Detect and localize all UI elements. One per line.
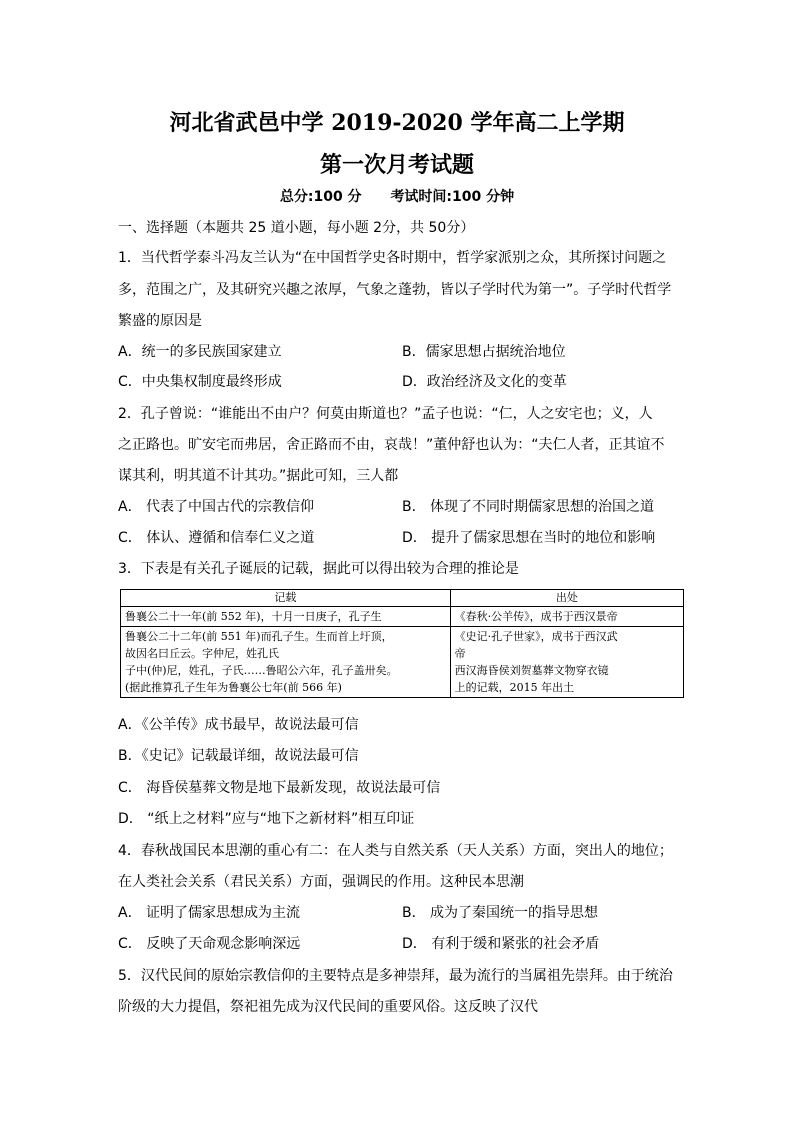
question-2-option-a: A． 代表了中国古代的宗教信仰 — [118, 499, 315, 515]
question-1-line: 繁盛的原因是 — [118, 313, 202, 329]
total-score: 总分:100 分 — [279, 189, 362, 205]
exam-meta — [0, 186, 794, 206]
exam-time: 考试时间:100 分钟 — [390, 189, 515, 205]
question-1-option-d: D．政治经济及文化的变革 — [402, 374, 567, 390]
table-header-source: 出处 — [450, 590, 683, 607]
record-cell: 鲁襄公二十一年(前 552 年)，十月一日庚子，孔子生 — [121, 607, 451, 627]
question-5-line: 阶级的大力提倡，祭祀祖先成为汉代民间的重要风俗。这反映了汉代 — [118, 999, 538, 1015]
exam-title-line2: 第一次月考试题 — [319, 152, 474, 178]
table-row — [121, 607, 684, 627]
question-1-option-b: B．儒家思想占据统治地位 — [402, 344, 566, 360]
record-cell: 鲁襄公二十二年(前 551 年)而孔子生。生而首上圩顶， 故因名曰丘云。字仲尼，姓孔氏 子中(仲)尼，姓孔，子氏……鲁昭公六年，孔子盖卅矣。 (据此推算孔子生年为鲁襄公七年(前 566 年) — [121, 627, 451, 698]
table-header-record: 记载 — [121, 590, 451, 607]
question-2-line: 谋其利，明其道不计其功。”据此可知，三人都 — [118, 468, 399, 484]
question-2-option-d: D． 提升了儒家思想在当时的地位和影响 — [402, 530, 656, 546]
question-2-option-c: C． 体认、遵循和信奉仁义之道 — [118, 530, 315, 546]
question-3-option-a: A．《公羊传》成书最早，故说法最可信 — [118, 717, 359, 733]
question-1-option-c: C．中央集权制度最终形成 — [118, 374, 282, 390]
question-3-line: 3．下表是有关孔子诞辰的记载，据此可以得出较为合理的推论是 — [118, 561, 519, 577]
question-4-option-c: C． 反映了天命观念影响深远 — [118, 936, 301, 952]
question-5-line: 5．汉代民间的原始宗教信仰的主要特点是多神崇拜，最为流行的当属祖先崇拜。由于统治 — [118, 968, 673, 984]
question-2-line: 2．孔子曾说：“谁能出不由户？何莫由斯道也？”孟子也说：“仁，人之安宅也；义，人 — [118, 406, 653, 422]
birth-records-table — [120, 589, 684, 698]
question-3-option-c: C． 海昏侯墓葬文物是地下最新发现，故说法最可信 — [118, 780, 441, 796]
question-4-option-b: B． 成为了秦国统一的指导思想 — [402, 905, 599, 921]
question-1-line: 多，范围之广，及其研究兴趣之浓厚，气象之蓬勃，皆以子学时代为第一”。子学时代哲学 — [118, 282, 672, 298]
question-2-option-b: B． 体现了不同时期儒家思想的治国之道 — [402, 499, 655, 515]
question-4-option-a: A． 证明了儒家思想成为主流 — [118, 905, 301, 921]
exam-title-line1: 河北省武邑中学 2019-2020 学年高二上学期 — [169, 110, 625, 136]
question-3-option-b: B．《史记》记载最详细，故说法最可信 — [118, 748, 359, 764]
source-cell: 《春秋·公羊传》，成书于西汉景帝 — [450, 607, 683, 627]
question-4-line: 在人类社会关系（君民关系）方面，强调民的作用。这种民本思潮 — [118, 874, 524, 890]
question-3-option-d: D． “纸上之材料”应与“地下之新材料”相互印证 — [118, 811, 415, 827]
question-4-option-d: D． 有利于缓和紧张的社会矛盾 — [402, 936, 600, 952]
question-1-line: 1．当代哲学泰斗冯友兰认为“在中国哲学史各时期中，哲学家派别之众，其所探讨问题之 — [118, 250, 667, 266]
question-2-line: 之正路也。旷安宅而弗居，舍正路而不由，哀哉！”董仲舒也认为：“夫仁人者，正其谊不 — [118, 437, 665, 453]
table-row — [121, 627, 684, 698]
source-cell: 《史记·孔子世家》，成书于西汉武 帝 西汉海昏侯刘贺墓葬文物穿衣镜 上的记载，2015 年出土 — [450, 627, 683, 698]
section-heading: 一、选择题（本题共 25 道小题，每小题 2分，共 50分） — [118, 220, 475, 236]
question-1-option-a: A．统一的多民族国家建立 — [118, 344, 282, 360]
question-4-line: 4．春秋战国民本思潮的重心有二：在人类与自然关系（天人关系）方面，突出人的地位； — [118, 843, 673, 859]
